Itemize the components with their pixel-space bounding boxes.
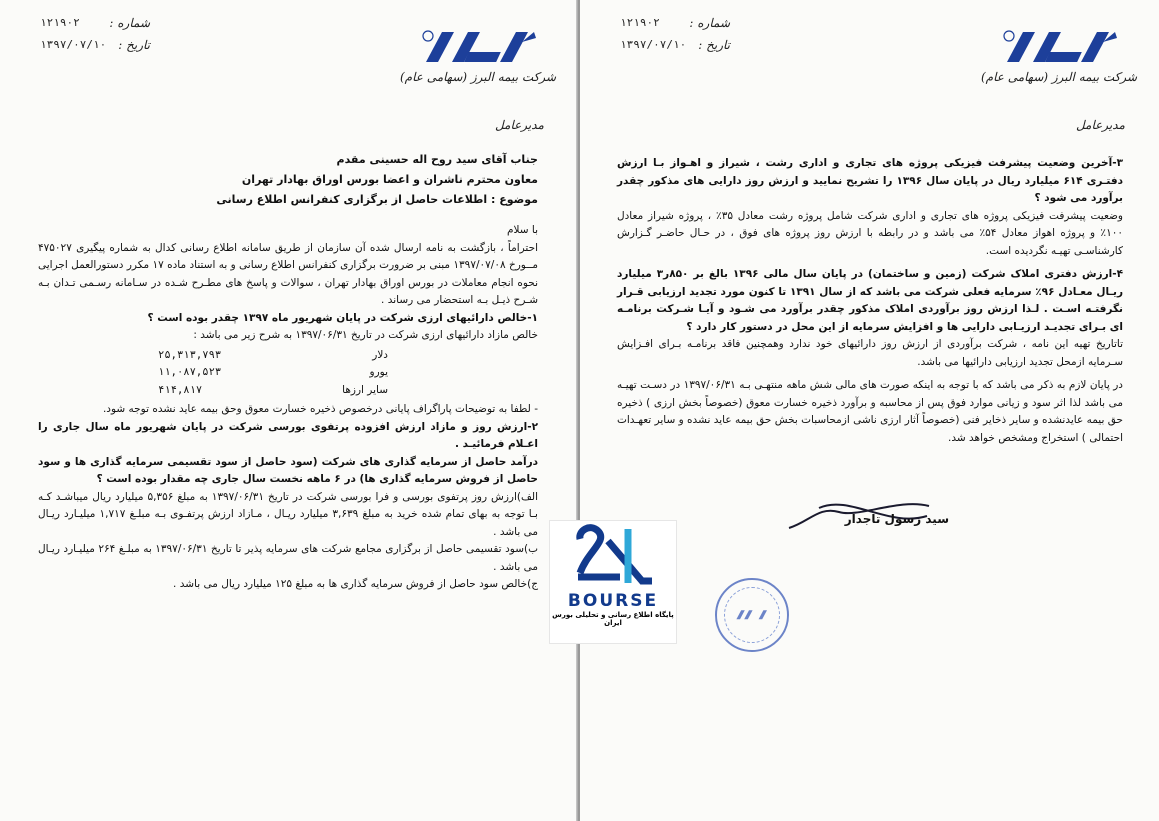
question-2b: درآمد حاصل از سرمایه گذاری های شرکت (سود حاصل از سود تقسیمی سرمایه گذاری ها و سود حاصل از فروش سرمایه گذاری ها) در ۶ ماهه نخست سال جاری چه مقدار بوده است ؟ [38, 455, 538, 485]
fx-value: ۱۱,۰۸۷,۵۲۳ [158, 366, 222, 378]
fx-row [158, 364, 388, 382]
letter-page-right [580, 0, 1159, 821]
subject-line: موضوع : اطلاعات حاصل از برگزاری کنفرانس اطلاع رسانی [216, 193, 538, 206]
letter-meta [620, 12, 730, 56]
answer-2c: ج)خالص سود حاصل از فروش سرمایه گذاری ها به مبلغ ۱۲۵ میلیارد ریال می باشد . [173, 578, 538, 590]
number-value: ۱۲۱۹۰۲ [40, 16, 80, 29]
letter-page-left [0, 0, 578, 821]
question-3: ۳-آخرین وضعیت پیشرفت فیزیکی پروژه های تجاری و اداری رشت ، شیراز و اهـواز بـا ارزش دفتـری ۶۱۴ میلیارد ریال در پایان سال ۱۳۹۶ را تشریح نمایید و ارزش روز دارایی های مذکور چقدر برآورد می شود ؟ [617, 157, 1123, 204]
salutation: با سلام [506, 224, 538, 236]
date-value: ۱۳۹۷/۰۷/۱۰ [40, 38, 107, 51]
fx-row [158, 347, 388, 365]
company-stamp [715, 578, 789, 652]
letter-body-right [617, 155, 1123, 447]
answer-4: تاتاریخ تهیه این نامه ، شرکت برآوردی از ارزش روز دارائیهای خود ندارد وهمچنین فاقد برنامـه بـرای افـزایش سـرمایه ازمحل تجدید ارزیابی دارائیها می باشد. [617, 338, 1123, 368]
date-label: تاریخ : [698, 38, 730, 52]
company-name: شرکت بیمه البرز (سهامی عام) [399, 70, 557, 84]
answer-3: وضعیت پیشرفت فیزیکی پروژه های تجاری و اداری شرکت شامل پروژه رشت معادل ۳۵٪ ، پروژه شیراز معادل ۱۰۰٪ و پروژه اهواز معادل ۵۴٪ می باشد و در رابطه با ارزش روز پروژه های فوق ، در حـال حاضـر گـزارش کارشناسـی تهیـه نگردیده است. [617, 209, 1123, 257]
number-value: ۱۲۱۹۰۲ [620, 16, 660, 29]
question-4: ۴-ارزش دفتری املاک شرکت (زمین و ساختمان) در پایان سال مالی ۱۳۹۶ بالغ بر ۸۵۰ر۳ میلیارد ریـال معـادل ۹۶٪ سرمایه فعلی شرکت می باشد که از سال ۱۳۹۱ تا کنون مورد تجدید ارزیابی قـرار نگرفتـه اسـت . لـذا ارزش روز برآوردی املاک مذکور چقدر برآورد می شـود و آیـا شـرکت برنامـه ای بـرای تجدیـد ارزیـابی دارایی ها و افزایش سرمایه از این محل در دستور کار دارد ؟ [617, 268, 1124, 333]
question-2: ۲-ارزش روز و مازاد ارزش افزوده پرتفوی بورسی شرکت در پایان شهریور ماه سال جاری را اعـلام فرمائیـد . [38, 420, 538, 450]
department-label: مدیرعامل [494, 118, 544, 132]
bourse-wordmark: BOURSE [567, 591, 659, 611]
answer-2a: الف)ارزش روز پرتفوی بورسی و فرا بورسی شرکت در تاریخ ۱۳۹۷/۰۶/۳۱ به مبلغ ۵,۳۵۶ میلیارد ریال میباشـد کـه بـا توجه به بهای تمام شده خرید به مبلغ ۳,۶۳۹ میلیارد ریـال ، مـازاد ارزش پرتفـوی بـه مبلـغ ۱,۷۱۷ میلیـارد ریـال می باشد . [38, 490, 538, 538]
question-1: ۱-خالص دارائیهای ارزی شرکت در پایان شهریور ماه ۱۳۹۷ چقدر بوده است ؟ [147, 311, 538, 324]
alborz-logo-icon [418, 28, 538, 68]
answer-2b: ب)سود تقسیمی حاصل از برگزاری مجامع شرکت های سرمایه پذیر تا تاریخ ۱۳۹۷/۰۶/۳۱ به مبلـغ ۲۶۴ میلیـارد ریـال می باشد . [38, 543, 538, 573]
intro-paragraph: احتراماً ، بازگشت به نامه ارسال شده آن سازمان از طریق سامانه اطلاع رسانی کدال به شماره پیگیری ۴۷۵۰۲۷ مــورخ ۱۳۹۷/۰۷/۰۸ مبنی بر ضرورت برگزاری کنفرانس اطلاع رسانی و به استناد ماده ۱۷ مکرر دستورالعمل اجرایی نحوه انجام معاملات در بورس اوراق بهادار تهران ، سوالات و پاسخ های مطـرح شـده در سـامانه رسـمی تـدان بـه شـرح ذیـل بـه استحضار می رساند . [38, 241, 539, 306]
bourse-tagline: پایگاه اطلاع رسانی و تحلیلی بورس ایران [552, 611, 674, 627]
bourse24-watermark [549, 520, 677, 644]
fx-value: ۲۵,۳۱۳,۷۹۳ [158, 348, 222, 361]
addressee-line: جناب آقای سید روح اله حسینی مقدم [336, 153, 538, 166]
alborz-logo-icon [999, 28, 1119, 68]
signatory-name: سید رسول تاجدار [844, 512, 949, 526]
bourse24-logo-icon [568, 521, 658, 591]
department-label: مدیرعامل [1075, 118, 1125, 132]
fx-table [158, 347, 388, 400]
fx-label: سایر ارزها [342, 383, 388, 396]
date-label: تاریخ : [118, 38, 150, 52]
closing-paragraph: در پایان لازم به ذکر می باشد که با توجه به اینکه صورت های مالی شش ماهه منتهـی بـه ۱۳۹۷/۰۶/۳۱ در دسـت تهیـه می باشد لذا اثر سود و زیانی موارد فوق پس از محاسبه و برآورد ذخیره خسارت معوق (خصوصاً بخش ارزی ) ذخیره حق بیمه عایدنشده و سایر ذخایر فنی (خصوصاً آثار ارزی ناشی ازمحاسبات بخش حق بیمه عاید نشده و سایر تعهـدات احتمالی ) استخراج ومشخص خواهد شد. [617, 379, 1123, 444]
company-logo [398, 28, 558, 98]
fx-label: یورو [369, 366, 388, 378]
fx-row [158, 382, 388, 400]
letter-meta [40, 12, 150, 56]
company-name: شرکت بیمه البرز (سهامی عام) [980, 70, 1138, 84]
addressee-title: معاون محترم ناشران و اعضا بورس اوراق بهادار تهران [241, 173, 538, 186]
answer-1: خالص مازاد دارائیهای ارزی شرکت در تاریخ ۱۳۹۷/۰۶/۳۱ به شرح زیر می باشد : [193, 329, 538, 341]
fx-label: دلار [372, 348, 388, 361]
fx-value: ۴۱۴,۸۱۷ [158, 383, 203, 396]
stamp-logo-icon [734, 607, 770, 623]
number-label: شماره : [109, 16, 150, 30]
company-logo [979, 28, 1139, 98]
letter-body-left [38, 150, 538, 594]
number-label: شماره : [689, 16, 730, 30]
fx-note: - لطفا به توضیحات پاراگراف پایانی درخصوص ذخیره خسارت معوق وحق بیمه عاید نشده توجه شود. [102, 403, 538, 415]
date-value: ۱۳۹۷/۰۷/۱۰ [620, 38, 687, 51]
